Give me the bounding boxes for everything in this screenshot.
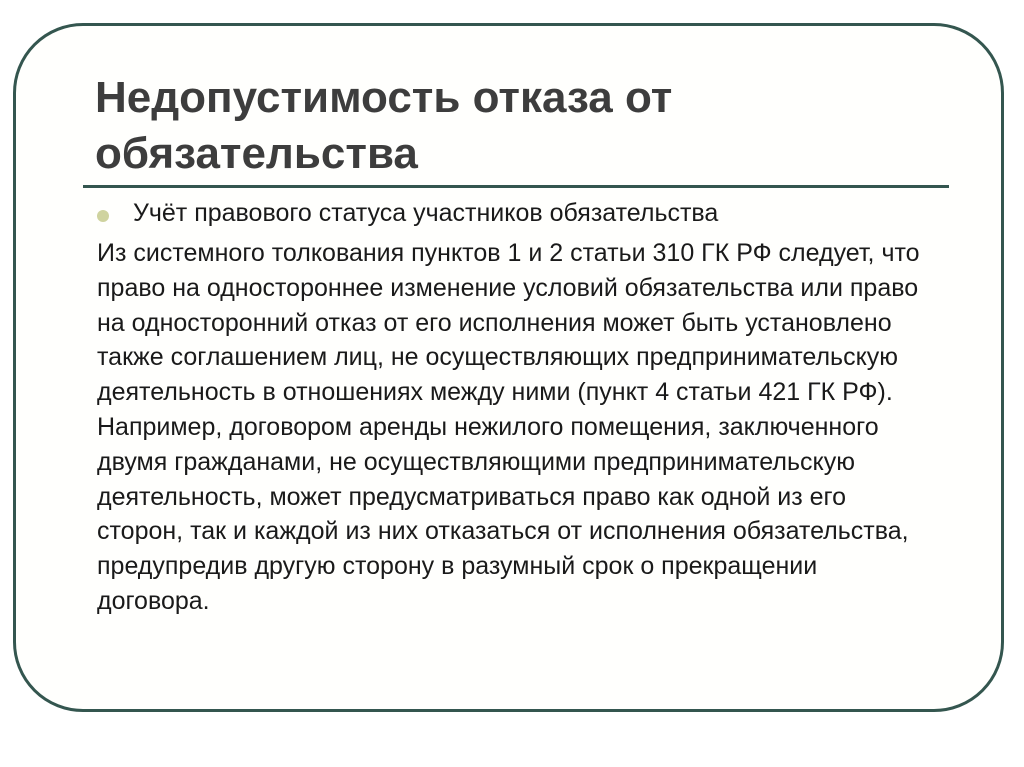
bullet-item — [97, 195, 917, 231]
title-divider — [83, 185, 949, 188]
body-paragraph: Из системного толкования пунктов 1 и 2 статьи 310 ГК РФ следует, что право на одностороннее изменение условий обязательства или право на односторонний отказ от его исполнения может быть установлено также соглашением лиц, не осуществляющих предпринимательскую деятельность в отношениях между ними (пункт 4 статьи 421 ГК РФ). Например, договором аренды нежилого помещения, заключенного двумя гражданами, не осуществляющими предпринимательскую деятельность, может предусматриваться право как одной из его сторон, так и каждой из них отказаться от исполнения обязательства, предупредив другую сторону в разумный срок о прекращении договора. — [97, 239, 920, 615]
bullet-dot-icon — [97, 210, 109, 222]
bullet-text: Учёт правового статуса участников обязательства — [133, 199, 719, 227]
slide-title: Недопустимость отказа от обязательства — [95, 73, 673, 178]
